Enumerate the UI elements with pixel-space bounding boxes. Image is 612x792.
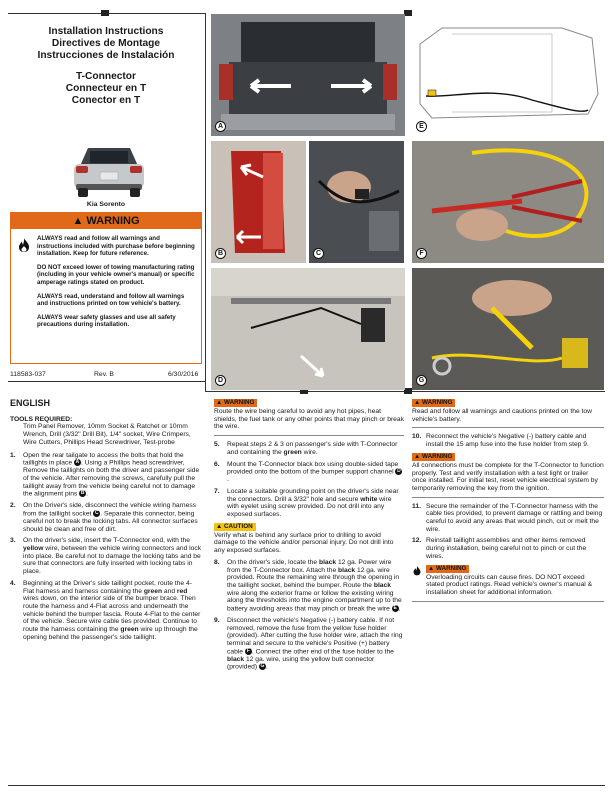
warning-tag: ▲ WARNING	[426, 565, 469, 573]
revision-date: 6/30/2016	[168, 371, 199, 378]
figure-ref: B	[80, 490, 85, 497]
fire-icon	[412, 565, 422, 576]
step-5: 5. Repeat steps 2 & 3 on passenger's side with T-Connector and containing the green wire.	[214, 441, 398, 456]
step-6: 6. Mount the T-Connector black box using double-sided tape provided onto the bottom of the bumper support channel D.	[214, 460, 401, 484]
figure-c-photo	[309, 141, 404, 263]
figure-g-butt-connector-image	[412, 268, 604, 390]
step-11: 11. Secure the remainder of the T-Connector harness with the cable ties provided, to prevent damage or rattling and being careful to avoid any areas that would pinch, cut or melt the wire.	[412, 502, 603, 533]
revision: Rev. B	[94, 371, 114, 378]
step-4: 4. Beginning at the Driver's side taillight pocket, route the 4-Flat harness and harness containing the green and red wires down, on the interior side of the bumper brace. Then route the harness and 4-Flat across and underneath the vehicle behind the bumper fascia. Route 4-Flat to the center of the vehicle. Secure wire cable ties provided. Continue to route the harness containing the green wire up through the opening behind the passenger's side taillight.	[10, 579, 201, 641]
title-block	[10, 26, 202, 107]
figure-a-photo	[211, 14, 405, 136]
figure-a-cargo-image	[211, 14, 405, 136]
warning-item-3: ALWAYS read, understand and follow all warnings and instructions printed on tow vehicle's battery.	[37, 292, 185, 308]
warning-note-route: Route the wire being careful to avoid any hot pipes, heat shields, the fuel tank or any other points that may pinch or break the wire.	[214, 408, 404, 431]
figure-f-photo	[412, 141, 604, 263]
warning-box-header	[11, 213, 201, 229]
tools-list: Trim Panel Remover, 10mm Socket & Ratchet or 10mm Wrench, Drill (3/32" Drill Bit), 1/4" socket, Wire Crimpers, Wire Cutters, Phillips Head Screwdriver, Test-probe	[23, 423, 191, 446]
step-7: 7. Locate a suitable grounding point on the driver's side near the connectors. Drill a 3/32" hole and secure white wire with eyelet using screw provided. Do not drill into any exposed surfaces.	[214, 487, 399, 518]
fire-icon	[17, 237, 31, 253]
figure-ref: E	[393, 605, 397, 612]
meta-rule	[8, 381, 205, 382]
step-2: 2. On the Driver's side, disconnect the vehicle wiring harness from the taillight socket C . Separate this connector, being careful not to break the locking tabs. All connector surfaces should be clean and free of dirt.	[10, 502, 198, 533]
title-en: Installation Instructions	[48, 26, 164, 37]
left-column	[10, 400, 202, 645]
step-3: 3. On the driver's side, insert the T-Connector end, with the yellow wire, between the vehicle wiring connectors and lock into place. Be careful not to damage the locking tabs and be sure that connectors are fully inserted with locking tabs in place.	[10, 537, 202, 576]
figure-f-badge: F	[416, 248, 427, 259]
warning-tag: ▲ WARNING	[412, 453, 455, 461]
figure-ref: C	[94, 509, 99, 516]
title-fr: Directives de Montage	[51, 38, 161, 49]
figure-e-diagram	[412, 14, 604, 136]
mid-rule-tick-2	[404, 388, 412, 394]
right-column	[412, 399, 604, 607]
figure-e-badge: E	[416, 121, 427, 132]
figure-a-badge: A	[215, 121, 226, 132]
caution-note: Verify what is behind any surface prior to drilling to avoid damage to the vehicle and/or personal injury. Do not drill into any exposed surfaces.	[214, 531, 394, 555]
top-rule-tick-right	[404, 10, 412, 16]
figure-b-taillight-image	[211, 141, 306, 263]
vehicle-label: Kia Sorento	[86, 201, 126, 208]
step-10: 10. Reconnect the vehicle's Negative (-) battery cable and install the 15 amp fuse into the fuse holder from step 9.	[412, 433, 589, 449]
language-heading: ENGLISH	[10, 398, 51, 408]
figure-b-badge: B	[215, 248, 226, 259]
warning-item-2: DO NOT exceed lower of towing manufacturing rating (including in your vehicle owner's manual) or specific amperage ratings stated on product.	[37, 263, 195, 286]
caution-tag: ▲ CAUTION	[214, 523, 256, 531]
figure-g-badge: G	[416, 375, 427, 386]
figure-f-fuse-image	[412, 141, 604, 263]
warning-box-body	[11, 229, 201, 329]
tools-heading: TOOLS REQUIRED:	[10, 415, 73, 423]
step-1: 1. Open the rear tailgate to access the bolts that hold the taillights in place A . Using a Phillips head screwdriver, Remove the taillights on both the driver and passenger side of the vehicle. After removing the screws, carefully pull the taillight away from the vehicle being careful not to damage the alignment pins B .	[10, 451, 200, 498]
step-12: 12. Reinstall taillight assemblies and other items removed during installation, being careful not to pinch or cut the wires.	[412, 537, 587, 560]
step-8: 8. On the driver's side, locate the black 12 ga. Power wire from the T-Connector box. Attach the black 12 ga. wire provided. Route the remaining wire through the opening in the taillight socket, behind the bumper. Route the black wire along the exterior frame or follow the existing wiring along the thresholds into the engine compartment up to the battery avoiding areas that may pinch or break the wire E .	[214, 558, 402, 613]
figure-d-badge: D	[215, 375, 226, 386]
product-en: T-Connector	[76, 71, 136, 82]
top-rule-tick	[101, 10, 109, 16]
warning-tag: ▲ WARNING	[214, 399, 257, 407]
fire-warning	[412, 565, 604, 574]
warning-item-1: ALWAYS read and follow all warnings and instructions included with purchase before beginning installation. Keep for future reference.	[37, 235, 195, 258]
warning-tag: ▲ WARNING	[412, 399, 455, 407]
figure-e-vehicle-outline	[412, 14, 604, 136]
figure-ref: F	[246, 647, 250, 654]
figure-d-photo	[211, 268, 405, 390]
warning-triangle-icon: ▲	[72, 215, 84, 227]
figure-c-connector-image	[309, 141, 404, 263]
figure-ref: G	[260, 663, 265, 670]
bottom-rule	[8, 785, 605, 786]
vehicle-image	[66, 136, 152, 202]
product-fr: Connecteur en T	[65, 83, 147, 94]
figure-ref: D	[397, 468, 401, 475]
column-divider	[205, 13, 206, 391]
warning-note-overload: Overloading circuits can cause fires. DO NOT exceed stated product ratings. Read vehicle's owner's manual & installation sheet for additional information.	[426, 573, 593, 596]
warning-box-title: WARNING	[86, 215, 140, 227]
middle-column	[214, 399, 404, 675]
product-es: Conector en T	[71, 95, 141, 106]
warning-note-battery: Read and follow all warnings and cautions printed on the tow vehicle's battery.	[412, 408, 592, 423]
figure-g-photo	[412, 268, 604, 390]
figure-d-bumper-image	[211, 268, 405, 390]
figure-c-badge: C	[313, 248, 324, 259]
warning-item-4: ALWAYS wear safety glasses and use all safety precautions during installation.	[37, 313, 176, 329]
warning-note-connections: All connections must be complete for the T-Connector to function properly. Test and verify installation with a test light or trailer once installed. For initial test, reset vehicle electrical system by temporarily removing the key from the ignition.	[412, 461, 604, 492]
warning-box	[10, 212, 202, 364]
part-number: 118583-037	[10, 371, 46, 378]
figure-b-photo	[211, 141, 306, 263]
title-es: Instrucciones de Instalación	[37, 50, 175, 61]
figure-ref: A	[75, 459, 80, 466]
step-9: 9. Disconnect the vehicle's Negative (-) battery cable. If not removed, remove the fuse from the yellow fuse holder (provided). After cutting the fuse holder wire, attach the ring terminal and secure to the vehicle's Positive (+) battery cable F . Connect the other end of the fuse holder to the black 12 ga. wire, using the yellow butt connector (provided) G .	[214, 617, 403, 671]
